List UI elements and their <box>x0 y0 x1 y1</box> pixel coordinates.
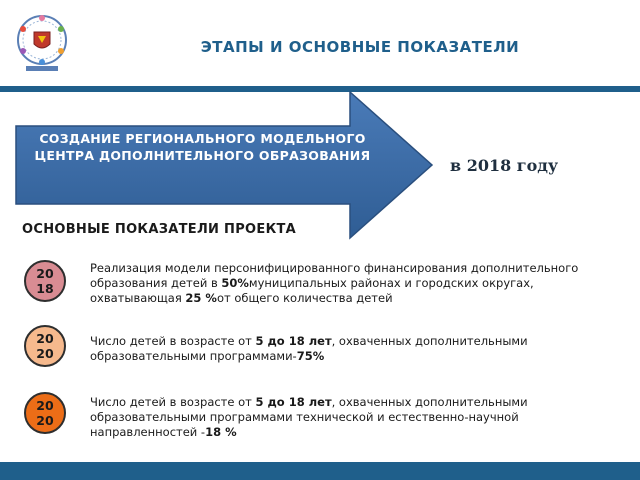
year-badge <box>24 325 66 367</box>
stage-arrow <box>14 90 434 240</box>
indicator-text: Число детей в возрасте от 5 до 18 лет, охваченных дополнительными образовательными программами-75% <box>90 334 528 363</box>
section-title: ОСНОВНЫЕ ПОКАЗАТЕЛИ ПРОЕКТА <box>22 222 297 237</box>
indicator-text: Реализация модели персонифицированного финансирования дополнительного образования детей в 50%муниципальных районах и городских округах, охватывающая 25 %от общего количества детей <box>90 261 579 305</box>
header <box>0 0 640 86</box>
footer-bar <box>0 462 640 480</box>
year-badge-label: 2020 <box>36 398 54 428</box>
stage-year: в 2018 году <box>450 156 559 175</box>
page-title: ЭТАПЫ И ОСНОВНЫЕ ПОКАЗАТЕЛИ <box>200 38 520 56</box>
emblem-icon <box>14 10 70 74</box>
year-badge <box>24 260 66 302</box>
year-badge-label: 2020 <box>36 331 54 361</box>
year-badge <box>24 392 66 434</box>
indicator-text: Число детей в возрасте от 5 до 18 лет, охваченных дополнительными образовательными программами технической и естественно-научной направленностей -18 % <box>90 395 528 439</box>
stage-arrow-label: СОЗДАНИЕ РЕГИОНАЛЬНОГО МОДЕЛЬНОГО ЦЕНТРА ДОПОЛНИТЕЛЬНОГО ОБРАЗОВАНИЯ <box>34 131 371 163</box>
year-badge-label: 2018 <box>36 266 54 296</box>
